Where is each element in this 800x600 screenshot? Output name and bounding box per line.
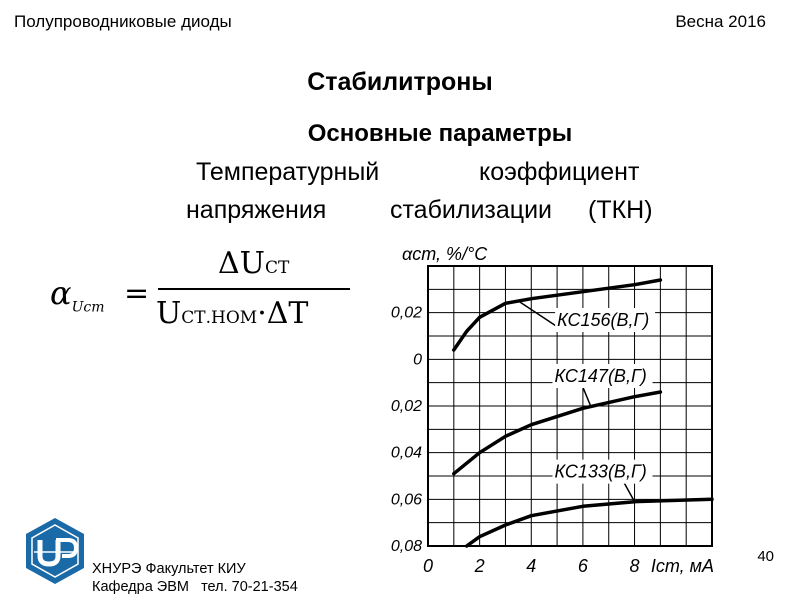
tkn-chart-svg bbox=[380, 236, 720, 588]
slide-subtitle: Основные параметры bbox=[307, 120, 573, 147]
x-axis-label: Iст, мА bbox=[650, 556, 714, 576]
header-course-title: Полупроводниковые диоды bbox=[14, 12, 232, 31]
x-tick-label: 2 bbox=[474, 556, 485, 576]
tkn-formula bbox=[40, 240, 370, 350]
desc-word-coefficient: коэффициент bbox=[479, 158, 640, 186]
footer-info bbox=[92, 560, 298, 596]
university-logo-icon bbox=[20, 516, 90, 586]
y-tick-label: 0,06 bbox=[390, 491, 422, 509]
x-tick-label: 6 bbox=[577, 556, 588, 576]
desc-word-tkn: (ТКН) bbox=[588, 196, 653, 224]
y-tick-label: 0,04 bbox=[390, 444, 422, 462]
y-tick-label: 0,08 bbox=[390, 538, 422, 555]
y-axis-label: αст, %/°C bbox=[402, 244, 488, 264]
desc-word-temperature: Температурный bbox=[196, 158, 380, 186]
formula-lhs: $\alpha_{Uст}$ bbox=[50, 274, 105, 316]
header-semester: Весна 2016 bbox=[675, 12, 766, 31]
footer-department: Кафедра ЭВМ тел. 70-21-354 bbox=[92, 579, 298, 595]
slide-title: Стабилитроны bbox=[307, 68, 493, 96]
desc-word-voltage: напряжения bbox=[186, 196, 327, 224]
desc-word-stabilization: стабилизации bbox=[390, 196, 553, 224]
y-tick-label: 0,02 bbox=[390, 398, 422, 415]
x-tick-label: 4 bbox=[526, 556, 537, 576]
series-leader-line bbox=[518, 301, 557, 327]
series-label: КС156(В,Г) bbox=[557, 310, 650, 330]
x-tick-label: 0 bbox=[422, 556, 434, 576]
series-label: КС133(В,Г) bbox=[554, 461, 647, 482]
y-tick-label: 0 bbox=[413, 351, 422, 369]
series-label: КС147(В,Г) bbox=[554, 366, 647, 386]
formula-equals: = bbox=[124, 276, 150, 311]
formula-denominator: UСТ.НОМ·ΔT bbox=[156, 296, 309, 331]
tkn-chart bbox=[380, 236, 720, 588]
x-tick-label: 8 bbox=[629, 556, 640, 576]
series-leader-line bbox=[583, 387, 591, 406]
y-tick-label: 0,02 bbox=[390, 304, 422, 322]
formula-fraction-bar bbox=[158, 288, 350, 290]
footer-faculty: ХНУРЭ Факультет КИУ bbox=[92, 561, 246, 577]
formula-numerator: ΔUСТ bbox=[218, 246, 290, 281]
page-number: 40 bbox=[757, 548, 774, 565]
